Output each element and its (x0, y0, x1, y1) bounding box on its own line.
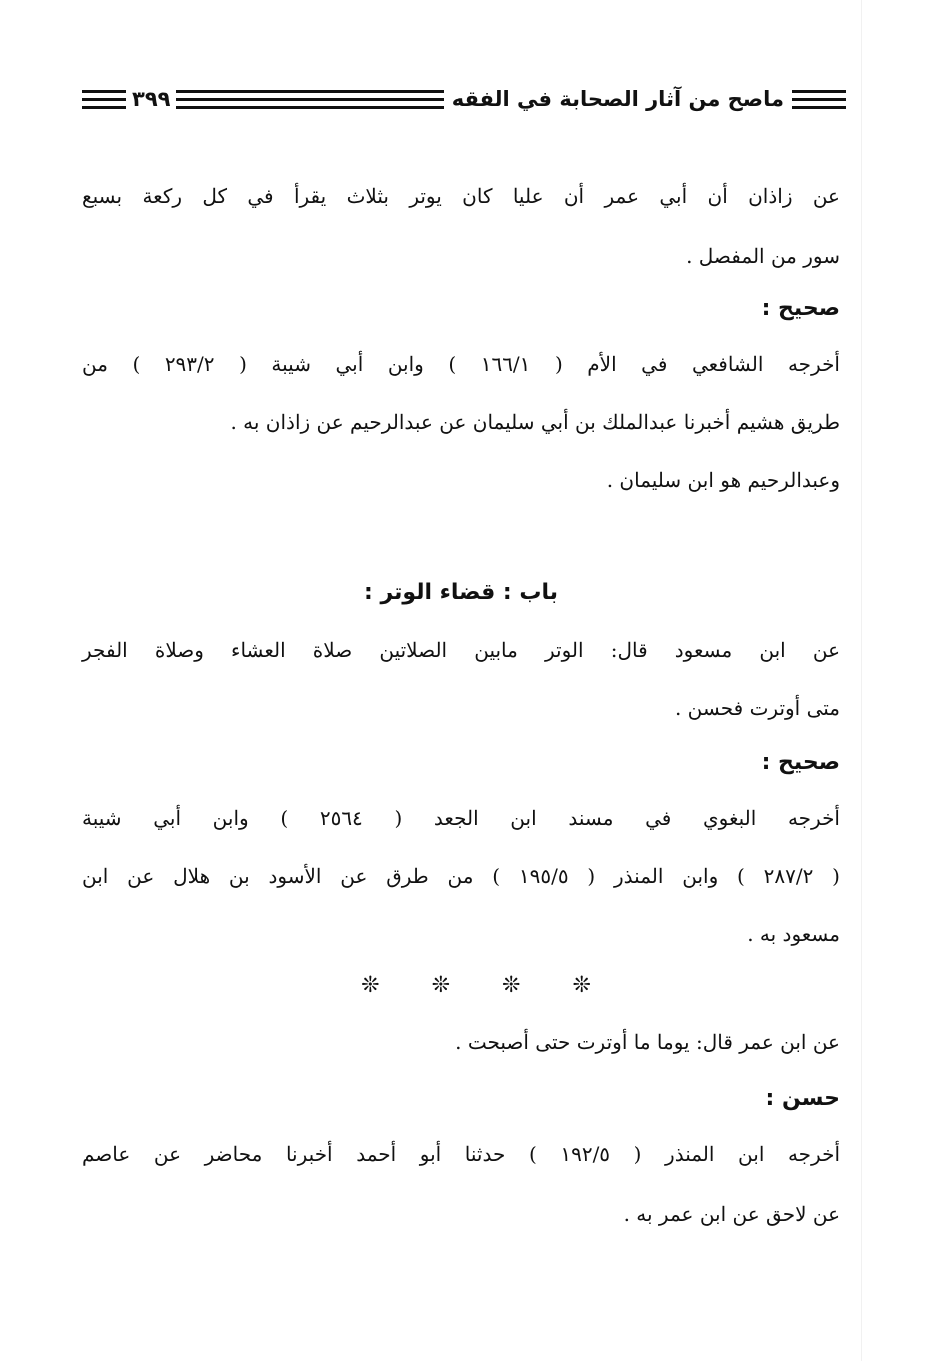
grade-heading: صحيح : (761, 296, 840, 321)
text-line: وعبدالرحيم هو ابن سليمان . (606, 468, 840, 492)
page-number: ٣٩٩ (132, 86, 171, 111)
star-ornament-icon: ❊ (572, 973, 591, 998)
text-line: مسعود به . (747, 922, 840, 946)
text-line: أخرجه الشافعي في الأم ( ١٦٦/١ ) وابن أبي شيبة ( ٢٩٣/٢ ) من (82, 352, 840, 376)
text-line: أخرجه ابن المنذر ( ١٩٢/٥ ) حدثنا أبو أحمد أخبرنا محاضر عن عاصم (82, 1142, 840, 1166)
header-rule-middle (176, 90, 443, 109)
text-line: عن ابن مسعود قال: الوتر مابين الصلاتين صلاة العشاء وصلاة الفجر (82, 638, 840, 662)
star-ornament-icon: ❊ (431, 973, 450, 998)
scan-margin-line (861, 0, 862, 1361)
header-rule-right (792, 90, 846, 109)
text-line: ( ٢٨٧/٢ ) وابن المنذر ( ١٩٥/٥ ) من طرق عن الأسود بن هلال عن ابن (82, 864, 840, 888)
text-line: طريق هشيم أخبرنا عبدالملك بن أبي سليمان عن عبدالرحيم عن زاذان به . (230, 410, 840, 434)
header-title: ماصح من آثار الصحابة في الفقه (451, 86, 784, 111)
grade-heading: صحيح : (761, 750, 840, 775)
text-line: عن لاحق عن ابن عمر به . (623, 1202, 840, 1226)
text-line: متى أوترت فحسن . (674, 696, 840, 720)
chapter-heading: باب : قضاء الوتر : (364, 580, 558, 605)
text-line: عن زاذان أن أبي عمر أن عليا كان يوتر بثلاث يقرأ في كل ركعة بسبع (82, 184, 840, 208)
section-separator (0, 975, 952, 997)
star-ornament-icon: ❊ (361, 973, 380, 998)
grade-heading: حسن : (765, 1086, 840, 1111)
text-line: عن ابن عمر قال: يوما ما أوترت حتى أصبحت . (455, 1030, 840, 1054)
running-header (82, 82, 846, 116)
text-line: سور من المفصل . (686, 244, 840, 268)
text-line: أخرجه البغوي في مسند ابن الجعد ( ٢٥٦٤ ) وابن أبي شيبة (82, 806, 840, 830)
header-rule-left (82, 90, 126, 109)
star-ornament-icon: ❊ (502, 973, 521, 998)
